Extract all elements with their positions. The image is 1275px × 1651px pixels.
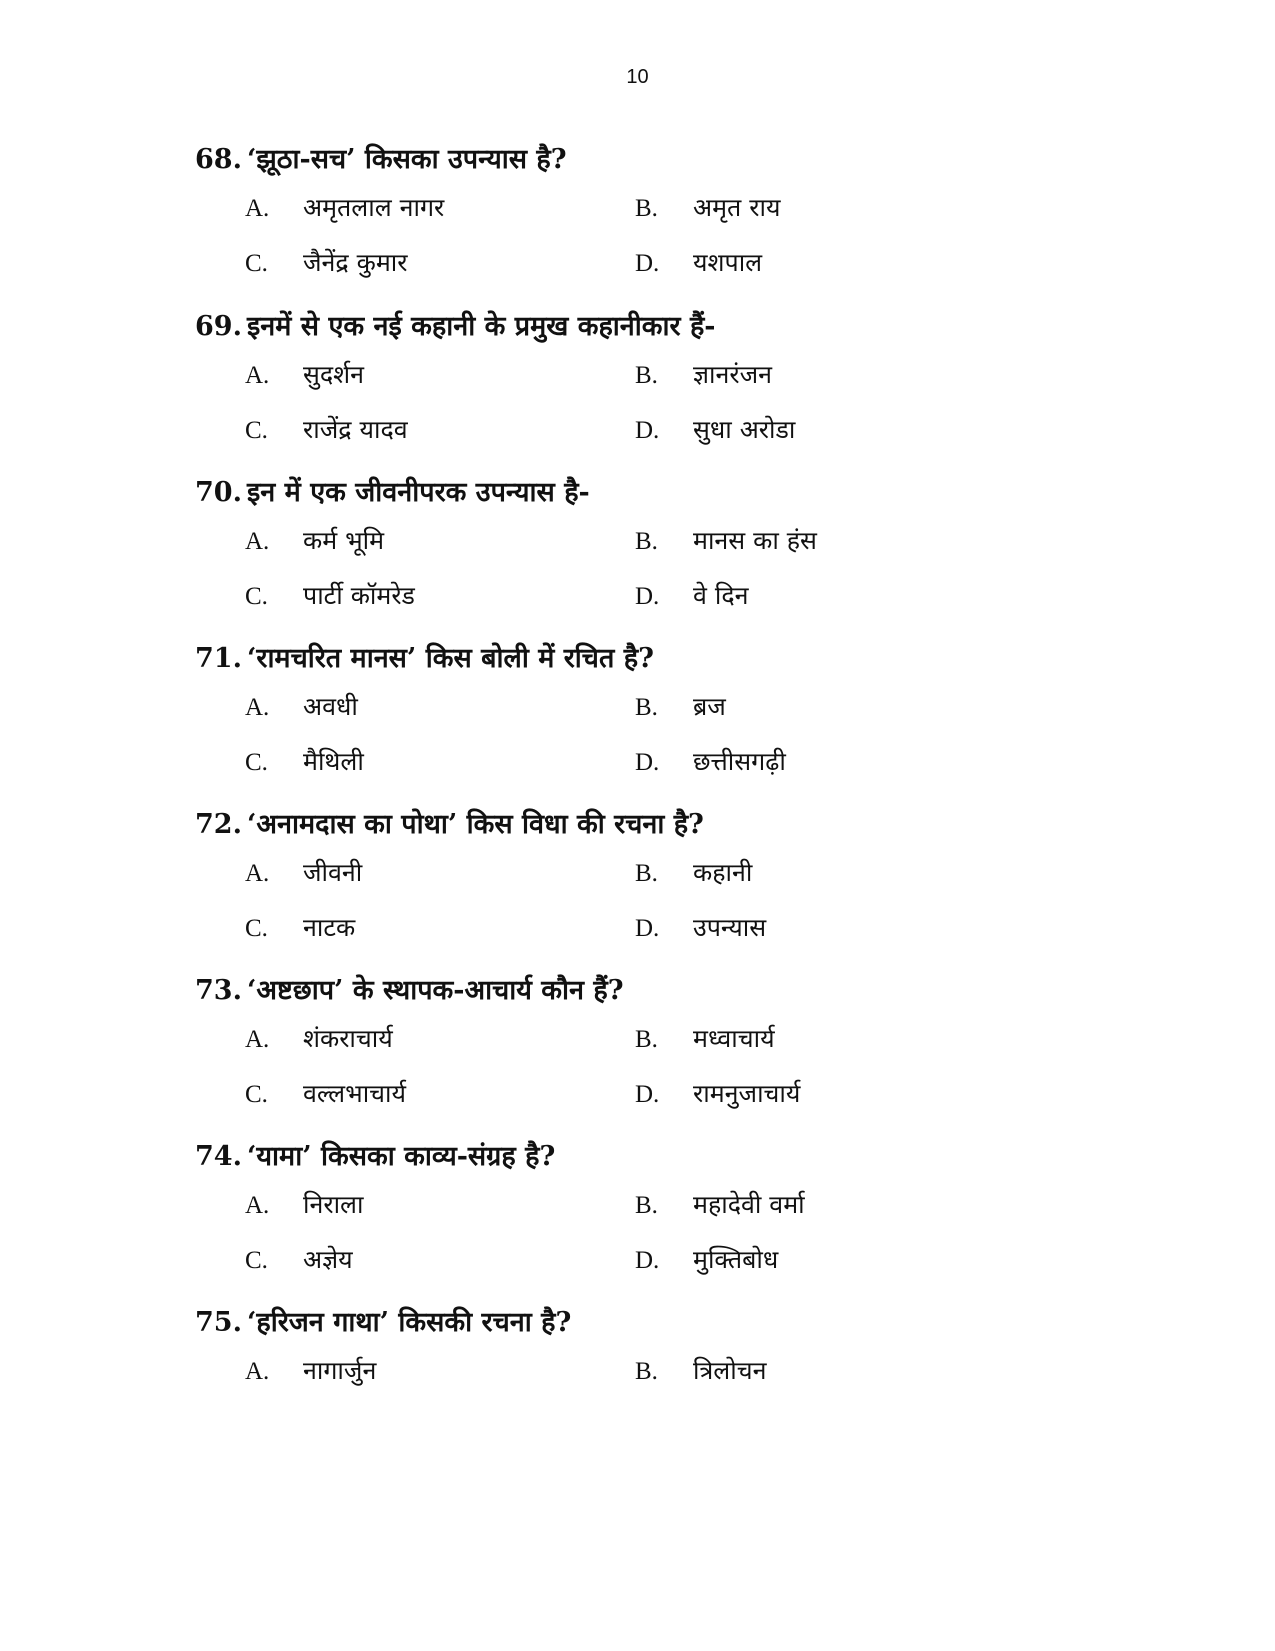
question-line — [195, 639, 654, 679]
option-text: नाटक — [303, 913, 356, 942]
question-number: 73. — [195, 975, 242, 1006]
option-letter: C. — [245, 417, 268, 444]
option-letter: A. — [245, 195, 270, 222]
option-c — [245, 578, 415, 614]
option-letter: B. — [635, 1026, 658, 1053]
option-text: जीवनी — [303, 858, 363, 887]
question-line — [195, 140, 567, 180]
option-d — [635, 245, 762, 281]
question-line — [195, 805, 704, 845]
option-letter: B. — [635, 694, 658, 721]
option-text: सुधा अरोडा — [693, 415, 796, 444]
option-letter: C. — [245, 250, 268, 277]
option-letter: C. — [245, 915, 268, 942]
option-letter: C. — [245, 1081, 268, 1108]
question-number: 75. — [195, 1307, 242, 1338]
option-text: वे दिन — [693, 581, 749, 610]
option-text: महादेवी वर्मा — [693, 1190, 805, 1219]
question-number: 74. — [195, 1141, 242, 1172]
option-a — [245, 357, 364, 393]
option-text: मैथिली — [303, 747, 364, 776]
option-a — [245, 1187, 363, 1223]
option-letter: B. — [635, 195, 658, 222]
option-d — [635, 744, 786, 780]
option-b — [635, 1187, 805, 1223]
option-a — [245, 855, 362, 891]
question-number: 68. — [195, 144, 242, 175]
option-text: मध्वाचार्य — [693, 1024, 775, 1053]
option-a — [245, 1021, 393, 1057]
option-b — [635, 1021, 775, 1057]
question-text: इन में एक जीवनीपरक उपन्यास है- — [247, 477, 590, 508]
option-a — [245, 1353, 376, 1389]
option-letter: A. — [245, 1026, 270, 1053]
option-c — [245, 412, 408, 448]
option-c — [245, 1242, 353, 1278]
option-letter: B. — [635, 1358, 658, 1385]
option-c — [245, 744, 364, 780]
option-letter: B. — [635, 860, 658, 887]
option-text: अवधी — [303, 692, 358, 721]
option-text: अमृत राय — [693, 193, 781, 222]
option-letter: B. — [635, 362, 658, 389]
option-text: यशपाल — [693, 248, 763, 277]
option-letter: B. — [635, 528, 658, 555]
option-c — [245, 1076, 406, 1112]
option-b — [635, 689, 726, 725]
option-d — [635, 910, 766, 946]
option-letter: D. — [635, 915, 660, 942]
question-number: 69. — [195, 311, 242, 342]
option-letter: C. — [245, 749, 268, 776]
option-letter: D. — [635, 1247, 660, 1274]
option-text: वल्लभाचार्य — [303, 1079, 407, 1108]
option-text: पार्टी कॉमरेड — [303, 581, 415, 610]
option-b — [635, 1353, 766, 1389]
question-line — [195, 307, 715, 347]
option-a — [245, 190, 444, 226]
option-text: कहानी — [693, 858, 753, 887]
option-d — [635, 578, 748, 614]
question-number: 72. — [195, 809, 242, 840]
option-text: उपन्यास — [693, 913, 767, 942]
option-letter: D. — [635, 417, 660, 444]
option-letter: A. — [245, 694, 270, 721]
option-text: राजेंद्र यादव — [303, 415, 408, 444]
option-letter: B. — [635, 1192, 658, 1219]
question-text: ‘झूठा-सच’ किसका उपन्यास है? — [247, 144, 567, 175]
option-b — [635, 190, 780, 226]
option-text: रामनुजाचार्य — [693, 1079, 801, 1108]
option-a — [245, 689, 358, 725]
option-text: नागार्जुन — [303, 1356, 377, 1385]
option-text: अज्ञेय — [303, 1245, 353, 1274]
question-text: ‘हरिजन गाथा’ किसकी रचना है? — [247, 1307, 572, 1338]
question-text: इनमें से एक नई कहानी के प्रमुख कहानीकार हैं- — [247, 311, 716, 342]
option-letter: D. — [635, 250, 660, 277]
option-letter: D. — [635, 1081, 660, 1108]
option-b — [635, 357, 772, 393]
option-letter: D. — [635, 583, 660, 610]
option-text: ज्ञानरंजन — [693, 360, 773, 389]
question-number: 71. — [195, 643, 242, 674]
option-letter: C. — [245, 1247, 268, 1274]
option-text: त्रिलोचन — [693, 1356, 767, 1385]
option-text: शंकराचार्य — [303, 1024, 393, 1053]
option-text: ब्रज — [693, 692, 726, 721]
question-line — [195, 971, 624, 1011]
option-b — [635, 855, 752, 891]
question-number: 70. — [195, 477, 242, 508]
option-text: कर्म भूमि — [303, 526, 385, 555]
option-d — [635, 1242, 778, 1278]
page-number: 10 — [626, 66, 649, 88]
question-line — [195, 473, 590, 513]
option-d — [635, 412, 795, 448]
option-letter: A. — [245, 528, 270, 555]
option-c — [245, 910, 355, 946]
option-text: मानस का हंस — [693, 526, 817, 555]
question-text: ‘अष्टछाप’ के स्थापक-आचार्य कौन हैं? — [247, 975, 624, 1006]
option-letter: D. — [635, 749, 660, 776]
option-text: अमृतलाल नागर — [303, 193, 445, 222]
option-letter: A. — [245, 1358, 270, 1385]
question-line — [195, 1137, 555, 1177]
option-letter: C. — [245, 583, 268, 610]
option-d — [635, 1076, 800, 1112]
question-line — [195, 1303, 571, 1343]
question-text: ‘रामचरित मानस’ किस बोली में रचित है? — [247, 643, 654, 674]
option-text: निराला — [303, 1190, 364, 1219]
option-letter: A. — [245, 860, 270, 887]
option-text: मुक्तिबोध — [693, 1245, 779, 1274]
option-text: छत्तीसगढ़ी — [693, 747, 786, 776]
option-a — [245, 523, 384, 559]
option-text: सुदर्शन — [303, 360, 365, 389]
question-text: ‘यामा’ किसका काव्य-संग्रह है? — [247, 1141, 556, 1172]
option-text: जैनेंद्र कुमार — [303, 248, 408, 277]
option-b — [635, 523, 817, 559]
question-text: ‘अनामदास का पोथा’ किस विधा की रचना है? — [247, 809, 704, 840]
option-letter: A. — [245, 362, 270, 389]
option-c — [245, 245, 408, 281]
option-letter: A. — [245, 1192, 270, 1219]
